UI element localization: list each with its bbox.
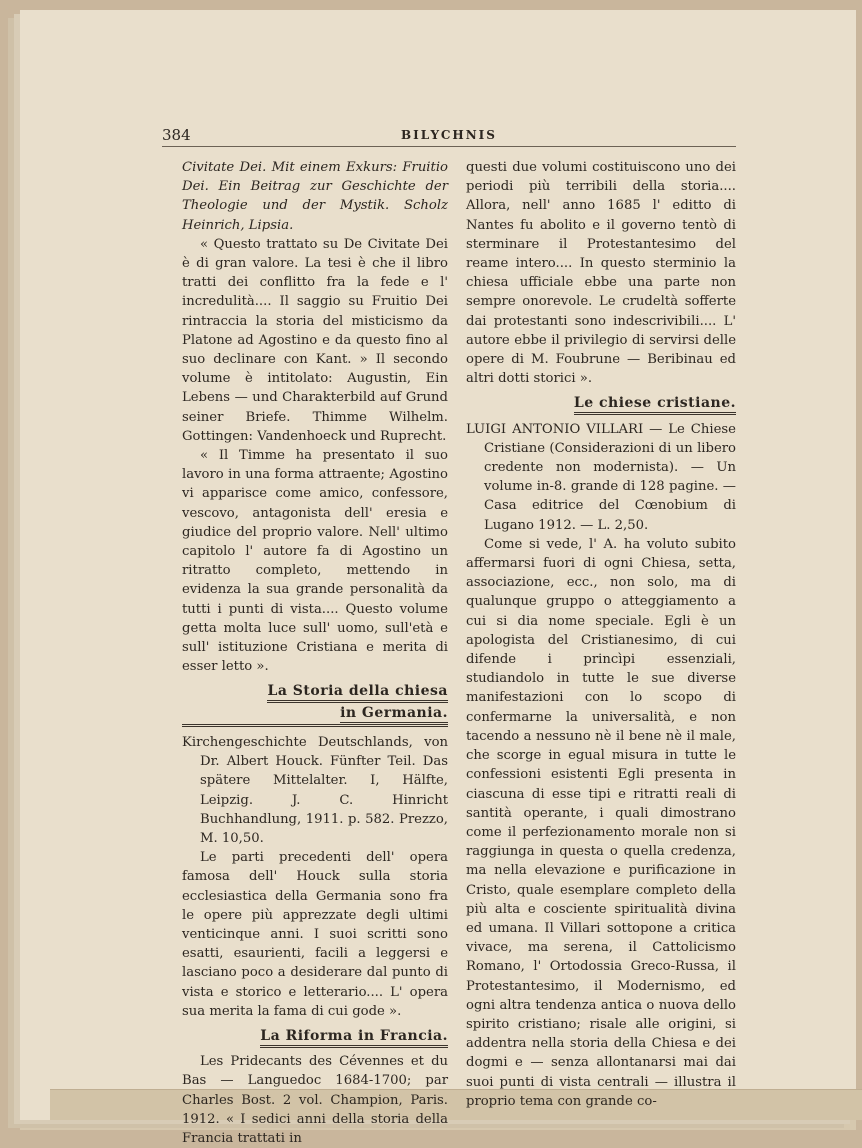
right-paragraph-2: LUIGI ANTONIO VILLARI — Le Chiese Cristiane (Considerazioni di un libero credente non modernista). — Un volume in-8. grande di 128 pagine. — Casa editrice del Cœnobium di Lugano 1912. — L. 2,50. xyxy=(466,421,736,533)
left-paragraph-3: « Il Timme ha presentato il suo lavoro in una forma attraente; Agostino vi apparisce come amico, confessore, vescovo, antagonista dell' eresia e giudice del proprio valore. Nell' ultimo capitolo l' autore fa di Agostino un ritratto completo, mettendo in evidenza la sua grande personalità da tutti i punti di vista.... Questo volume getta molta luce sull' uomo, sull'età e sull' istituzione Cristiana e merita di esser letto ». xyxy=(182,448,448,675)
left-paragraph-2: « Questo trattato su De Civitate Dei è di gran valore. La tesi è che il libro tratti dei conflitto fra la fede e l' incredulità.... Il saggio su Fruitio Dei rintraccia la storia del misticismo da Platone ad Agostino e da questo fino al suo declinare con Kant. » Il secondo volume è intitolato: Augustin, Ein Lebens — und Charakterbild auf Grund seiner Briefe. Thimme Wilhelm. Gottingen: Vandenhoeck und Ruprecht. xyxy=(182,236,448,444)
section-heading-line-1: La Storia della chiesa xyxy=(267,683,448,703)
section-heading-line-2 xyxy=(182,704,448,727)
column-gutter xyxy=(457,160,458,930)
left-paragraph-6: Les Pridecants des Cévennes et du Bas — Languedoc 1684-1700; par Charles Bost. 2 vol. Champion, Paris. 1912. « I sedici anni della storia della Francia trattati in xyxy=(182,1054,448,1146)
right-paragraph-3: Come si vede, l' A. ha voluto subito affermarsi fuori di ogni Chiesa, setta, associazione, ecc., non solo, ma di qualunque gruppo o atteggiamento a cui si dia nome speciale. Egli è un apologista del Cristianesimo, di cui difende i princìpi essenziali, studiandolo in tutte le sue diverse manifestazioni con lo scopo di confermarne la universalità, e non tacendo a nessuno nè il bene nè il male, che scorge in egual misura in tutte le confessioni esistenti Egli presenta in ciascuna di esse tipi e ritratti reali di santità operante, i quali dimostrano come il perfezionamento morale non si raggiunga in questa o quella credenza, ma nella elevazione e purificazione in Cristo, quale esemplare completo della più alta e cosciente spiritualità divina ed umana. Il Villari sottopone a critica vivace, ma serena, il Cattolicismo Romano, l' Ortodossia Greco-Russa, il Protestantesimo, il Modernismo, ed ogni altra tendenza antica o nuova dello spirito cristiano; risale alle origini, si addentra nella storia della Chiesa e dei dogmi e — senza allontanarsi mai dai suoi punti di vista centrali — illustra il proprio tema con grande co- xyxy=(466,536,736,1109)
section-heading-chiese-text: Le chiese cristiane. xyxy=(574,395,736,415)
section-heading-riforma xyxy=(182,1027,448,1046)
right-paragraph-1: questi due volumi costituiscono uno dei periodi più terribili della storia.... Allora, nell' anno 1685 l' editto di Nantes fu abolito e il governo tentò di sterminare il Protestantesimo del reame intero.... In questo sterminio la chiesa ufficiale ebbe una parte non sempre onorevole. Le crudeltà sofferte dai protestanti sono indescrivibili.... L' autore ebbe il privilegio di servirsi delle opere di M. Foubrune — Beribinau ed altri dotti storici ». xyxy=(466,160,736,387)
section-heading-chiese-cristiane xyxy=(466,394,736,413)
left-column xyxy=(182,158,448,1148)
section-heading-storia-chiesa xyxy=(182,682,448,726)
left-paragraph-5: Le parti precedenti dell' opera famosa dell' Houck sulla storia ecclesiastica della Germania sono fra le opere più apprezzate degli ultimi venticinque anni. I suoi scritti sono esatti, esaurienti, facili a leggersi e lasciano poco a desiderare dal punto di vista e storico e letterario.... L' opera sua merita la fama di cui gode ». xyxy=(182,850,448,1019)
section-heading-riforma-text: La Riforma in Francia. xyxy=(260,1028,448,1048)
page-header xyxy=(162,120,736,147)
page-stack-edge xyxy=(50,1089,862,1120)
left-paragraph-1: Civitate Dei. Mit einem Exkurs: Fruitio Dei. Ein Beitrag zur Geschichte der Theologie und der Mystik. Scholz Heinrich, Lipsia. xyxy=(182,160,448,233)
left-paragraph-4: Kirchengeschichte Deutschlands, von Dr. Albert Houck. Fünfter Teil. Das spätere Mittelalter. I, Hälfte, Leipzig. J. C. Hinricht Buchhandlung, 1911. p. 582. Prezzo, M. 10,50. xyxy=(182,734,448,846)
right-column xyxy=(466,158,736,1111)
section-heading-line-2-text: in Germania. xyxy=(340,705,448,725)
running-head: BILYCHNIS xyxy=(401,128,497,142)
page-number: 384 xyxy=(162,126,191,144)
